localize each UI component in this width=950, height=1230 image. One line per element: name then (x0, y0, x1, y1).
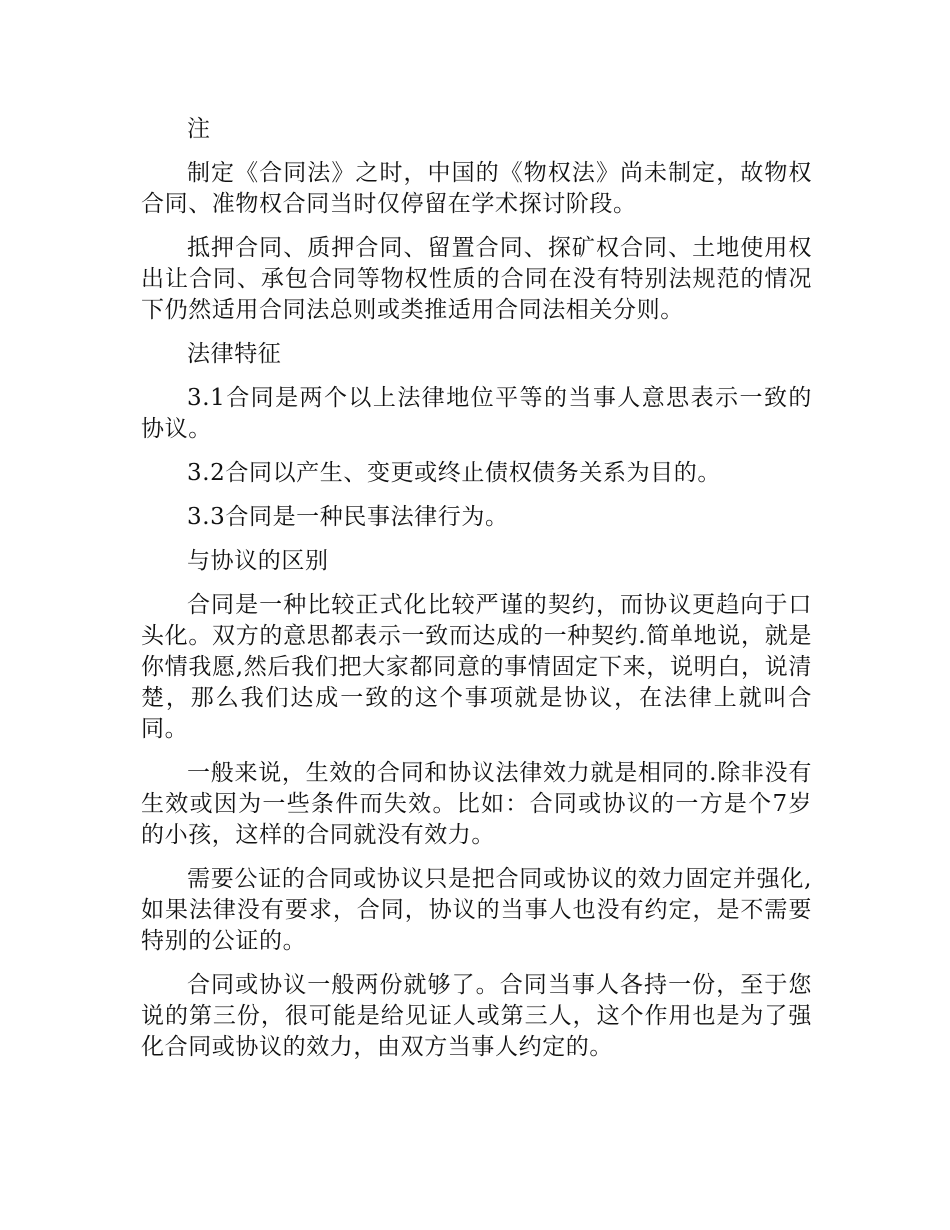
heading-note: 注 (187, 116, 211, 142)
heading-difference-from-agreement: 与协议的区别 (187, 548, 329, 574)
paragraph-contract-vs-agreement: 合同是一种比较正式化比较严谨的契约，而协议更趋向于口头化。双方的意思都表示一致而达成的一种契约.简单地说，就是你情我愿,然后我们把大家都同意的事情固定下来，说明白，说清楚，那么我们达成一致的这个事项就是协议，在法律上就叫合同。 (141, 592, 812, 742)
paragraph-property-contracts: 抵押合同、质押合同、留置合同、探矿权合同、土地使用权出让合同、承包合同等物权性质的合同在没有特别法规范的情况下仍然适用合同法总则或类推适用合同法相关分则。 (141, 235, 812, 323)
heading-legal-features: 法律特征 (187, 341, 282, 367)
paragraph-copies: 合同或协议一般两份就够了。合同当事人各持一份，至于您说的第三份，很可能是给见证人或第三人，这个作用也是为了强化合同或协议的效力，由双方当事人约定的。 (141, 972, 812, 1060)
paragraph-notarization: 需要公证的合同或协议只是把合同或协议的效力固定并强化,如果法律没有要求，合同，协议的当事人也没有约定，是不需要特别的公证的。 (141, 866, 812, 954)
paragraph-legal-effect: 一般来说，生效的合同和协议法律效力就是相同的.除非没有生效或因为一些条件而失效。比如：合同或协议的一方是个7岁的小孩，这样的合同就没有效力。 (141, 760, 812, 848)
paragraph-feature-3-1: 3.1合同是两个以上法律地位平等的当事人意思表示一致的协议。 (141, 385, 812, 442)
paragraph-feature-3-3: 3.3合同是一种民事法律行为。 (187, 504, 509, 530)
paragraph-contract-law-history: 制定《合同法》之时，中国的《物权法》尚未制定，故物权合同、准物权合同当时仅停留在学术探讨阶段。 (141, 160, 812, 217)
paragraph-feature-3-2: 3.2合同以产生、变更或终止债权债务关系为目的。 (187, 460, 721, 486)
